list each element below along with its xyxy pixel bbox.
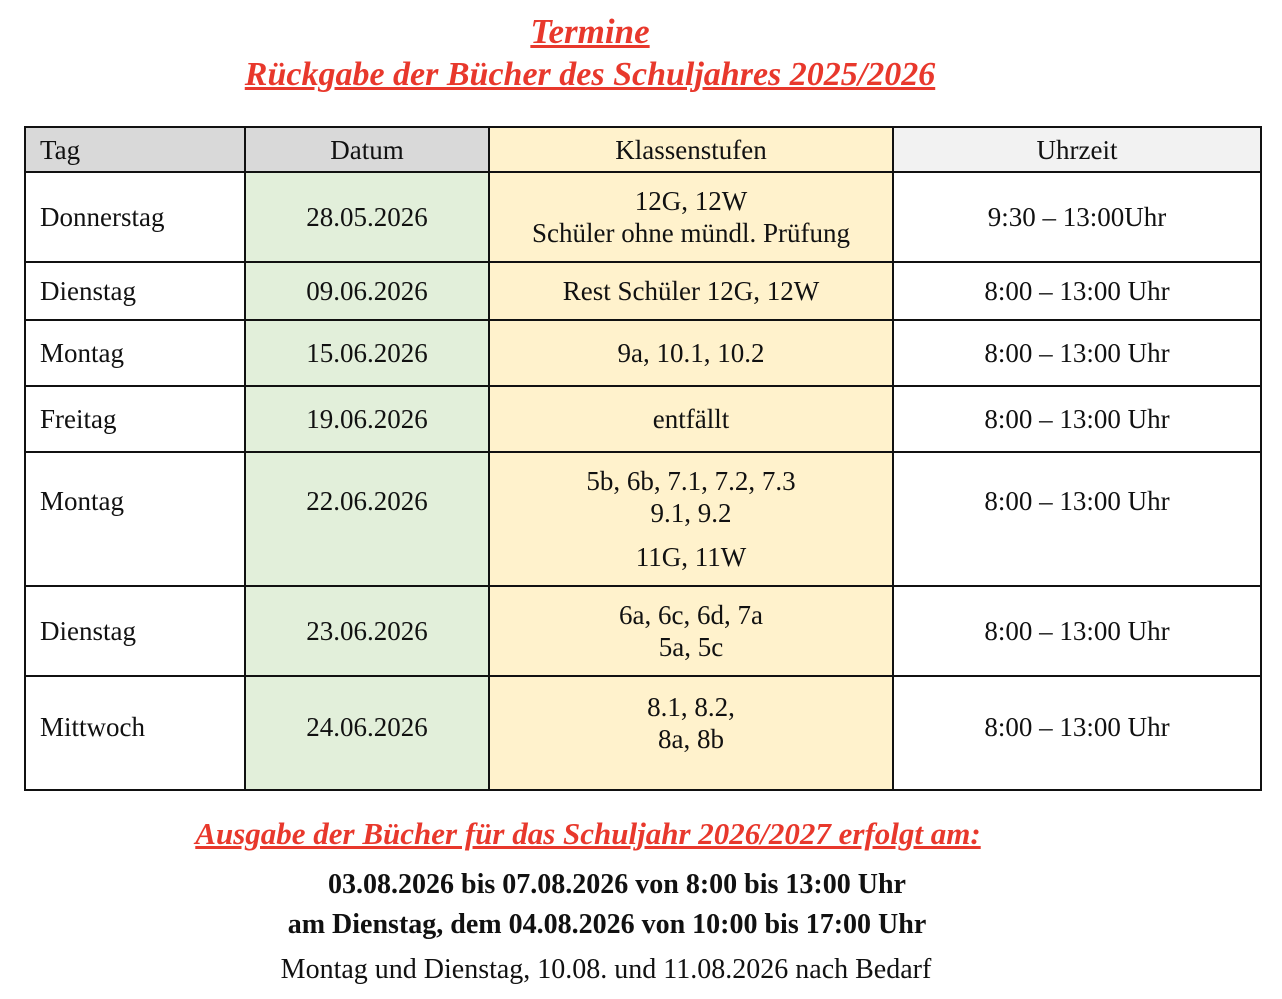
klassen-line: Schüler ohne mündl. Prüfung — [532, 218, 850, 248]
cell-datum: 19.06.2026 — [245, 386, 489, 452]
table-row — [25, 262, 1261, 320]
cell-klassenstufen — [489, 320, 893, 386]
cell-tag: Montag — [25, 452, 245, 586]
klassen-line: entfällt — [652, 404, 730, 434]
klassen-line: 9a, 10.1, 10.2 — [617, 338, 765, 368]
cell-tag: Mittwoch — [25, 676, 245, 790]
table-row — [25, 386, 1261, 452]
klassen-line: 9.1, 9.2 — [650, 498, 732, 528]
cell-klassenstufen — [489, 172, 893, 262]
ausgabe-bedarf-line: Montag und Dienstag, 10.08. und 11.08.2026 nach Bedarf — [280, 954, 932, 985]
table-row — [25, 676, 1261, 790]
klassen-line: 6a, 6c, 6d, 7a — [619, 600, 763, 630]
klassen-line: 5b, 6b, 7.1, 7.2, 7.3 — [586, 466, 796, 496]
table-header-row — [25, 127, 1261, 172]
schedule-table — [24, 126, 1262, 791]
cell-tag: Dienstag — [25, 586, 245, 676]
cell-datum: 28.05.2026 — [245, 172, 489, 262]
cell-klassenstufen — [489, 586, 893, 676]
klassen-line: 8.1, 8.2, — [647, 692, 735, 722]
cell-uhrzeit: 8:00 – 13:00 Uhr — [893, 452, 1261, 586]
cell-klassenstufen — [489, 386, 893, 452]
ausgabe-tuesday-line: am Dienstag, dem 04.08.2026 von 10:00 bis 17:00 Uhr — [287, 909, 927, 940]
table-row — [25, 320, 1261, 386]
klassen-line: 5a, 5c — [658, 632, 724, 662]
page-subtitle: Rückgabe der Bücher des Schuljahres 2025/2026 — [244, 56, 936, 93]
column-header-uhrzeit: Uhrzeit — [893, 127, 1261, 172]
cell-tag: Freitag — [25, 386, 245, 452]
cell-uhrzeit: 8:00 – 13:00 Uhr — [893, 320, 1261, 386]
ausgabe-dates-line: 03.08.2026 bis 07.08.2026 von 8:00 bis 13:00 Uhr — [328, 869, 906, 900]
klassen-line: 11G, 11W — [635, 542, 747, 572]
cell-uhrzeit: 8:00 – 13:00 Uhr — [893, 386, 1261, 452]
table-row — [25, 172, 1261, 262]
cell-datum: 23.06.2026 — [245, 586, 489, 676]
cell-klassenstufen — [489, 452, 893, 586]
cell-uhrzeit: 9:30 – 13:00Uhr — [893, 172, 1261, 262]
cell-tag: Donnerstag — [25, 172, 245, 262]
klassen-line: Rest Schüler 12G, 12W — [562, 276, 820, 306]
cell-klassenstufen — [489, 676, 893, 790]
table-row — [25, 586, 1261, 676]
ausgabe-heading: Ausgabe der Bücher für das Schuljahr 2026/2027 erfolgt am: — [195, 816, 981, 851]
cell-klassenstufen — [489, 262, 893, 320]
klassen-line: 8a, 8b — [658, 724, 724, 754]
cell-tag: Dienstag — [25, 262, 245, 320]
column-header-tag: Tag — [25, 127, 245, 172]
table-row — [25, 452, 1261, 586]
klassen-line: 12G, 12W — [634, 186, 748, 216]
cell-datum: 15.06.2026 — [245, 320, 489, 386]
cell-tag: Montag — [25, 320, 245, 386]
cell-datum: 22.06.2026 — [245, 452, 489, 586]
cell-uhrzeit: 8:00 – 13:00 Uhr — [893, 586, 1261, 676]
cell-uhrzeit: 8:00 – 13:00 Uhr — [893, 676, 1261, 790]
cell-datum: 09.06.2026 — [245, 262, 489, 320]
column-header-klassenstufen: Klassenstufen — [489, 127, 893, 172]
cell-datum: 24.06.2026 — [245, 676, 489, 790]
cell-uhrzeit: 8:00 – 13:00 Uhr — [893, 262, 1261, 320]
page-title: Termine — [530, 12, 650, 51]
column-header-datum: Datum — [245, 127, 489, 172]
